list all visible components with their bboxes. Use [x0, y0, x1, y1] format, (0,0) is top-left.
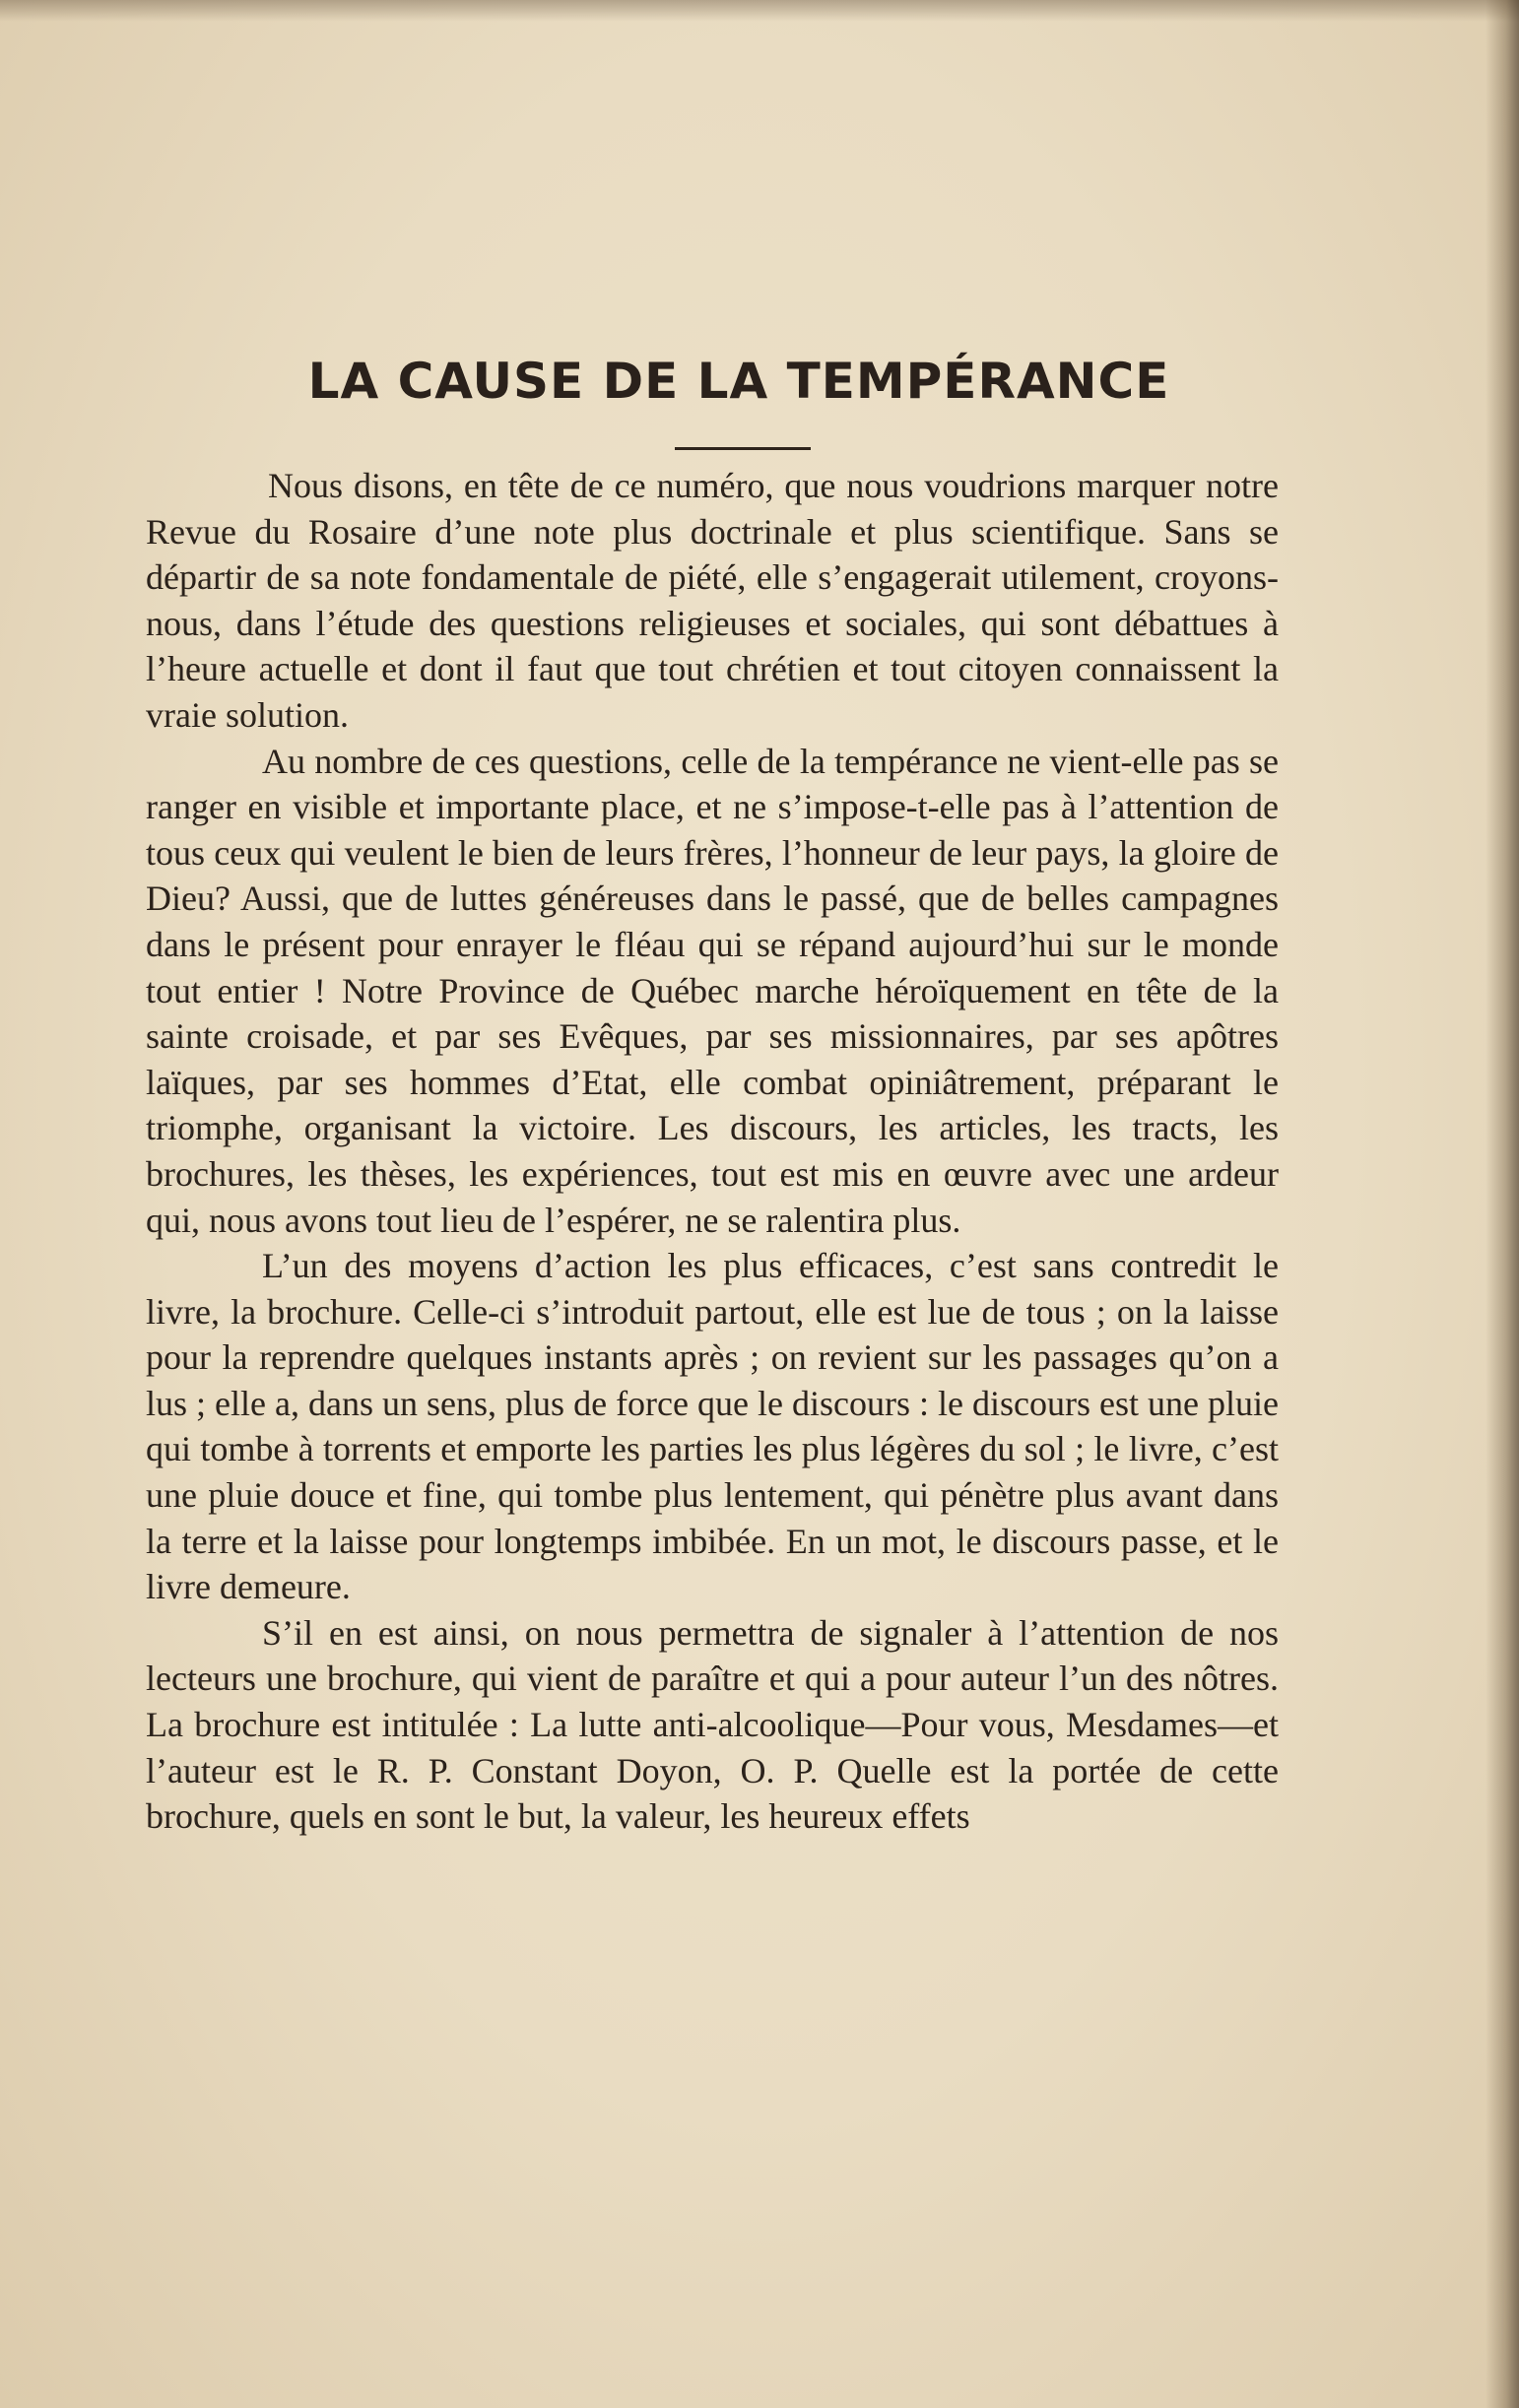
paragraph-2: Au nombre de ces questions, celle de la tempérance ne vient-elle pas se ranger en visible et importante place, et ne s’impose-t-elle pas à l’attention de tous ceux qui veulent le bien de leurs frères, l’honneur de leur pays, la gloire de Dieu? Aussi, que de luttes généreuses dans le passé, que de belles campagnes dans le présent pour enrayer le fléau qui se répand aujourd’hui sur le monde tout entier ! Notre Province de Québec marche héroïquement en tête de la sainte croisade, et par ses Evêques, par ses missionnaires, par ses apôtres laïques, par ses hommes d’Etat, elle combat opiniâtrement, préparant le triomphe, organisant la victoire. Les discours, les articles, les tracts, les brochures, les thèses, les expériences, tout est mis en œuvre avec une ardeur qui, nous avons tout lieu de l’espérer, ne se ralentira plus.	[146, 741, 1279, 1240]
article-body	[146, 463, 1279, 1840]
paragraph-4: S’il en est ainsi, on nous permettra de signaler à l’attention de nos lecteurs une brochure, qui vient de paraître et qui a pour auteur l’un des nôtres. La brochure est intitulée : La lutte anti-alcoolique—Pour vous, Mesdames—et l’auteur est le R. P. Constant Doyon, O. P. Quelle est la portée de cette brochure, quels en sont le but, la valeur, les heureux effets	[146, 1612, 1279, 1837]
article-title: LA CAUSE DE LA TEMPÉRANCE	[307, 353, 1170, 410]
paragraph-1: Nous disons, en tête de ce numéro, que nous voudrions marquer notre Revue du Rosaire d’une note plus doctrinale et plus scientifique. Sans se départir de sa note fondamentale de piété, elle s’engagerait utilement, croyons-nous, dans l’étude des questions religieuses et sociales, qui sont débattues à l’heure actuelle et dont il faut que tout chrétien et tout citoyen connaissent la vraie solution.	[146, 466, 1279, 735]
page-top-shadow	[0, 0, 1519, 22]
paragraph-3: L’un des moyens d’action les plus efficaces, c’est sans contredit le livre, la brochure. Celle-ci s’introduit partout, elle est lue de tous ; on la laisse pour la reprendre quelques instants après ; on revient sur les passages qu’on a lus ; elle a, dans un sens, plus de force que le discours : le discours est une pluie qui tombe à torrents et emporte les parties les plus légères du sol ; le livre, c’est une pluie douce et fine, qui tombe plus lentement, qui pénètre plus avant dans la terre et la laisse pour longtemps imbibée. En un mot, le discours passe, et le livre demeure.	[146, 1246, 1279, 1607]
page-right-shadow	[1486, 0, 1519, 2408]
title-rule	[675, 447, 811, 450]
